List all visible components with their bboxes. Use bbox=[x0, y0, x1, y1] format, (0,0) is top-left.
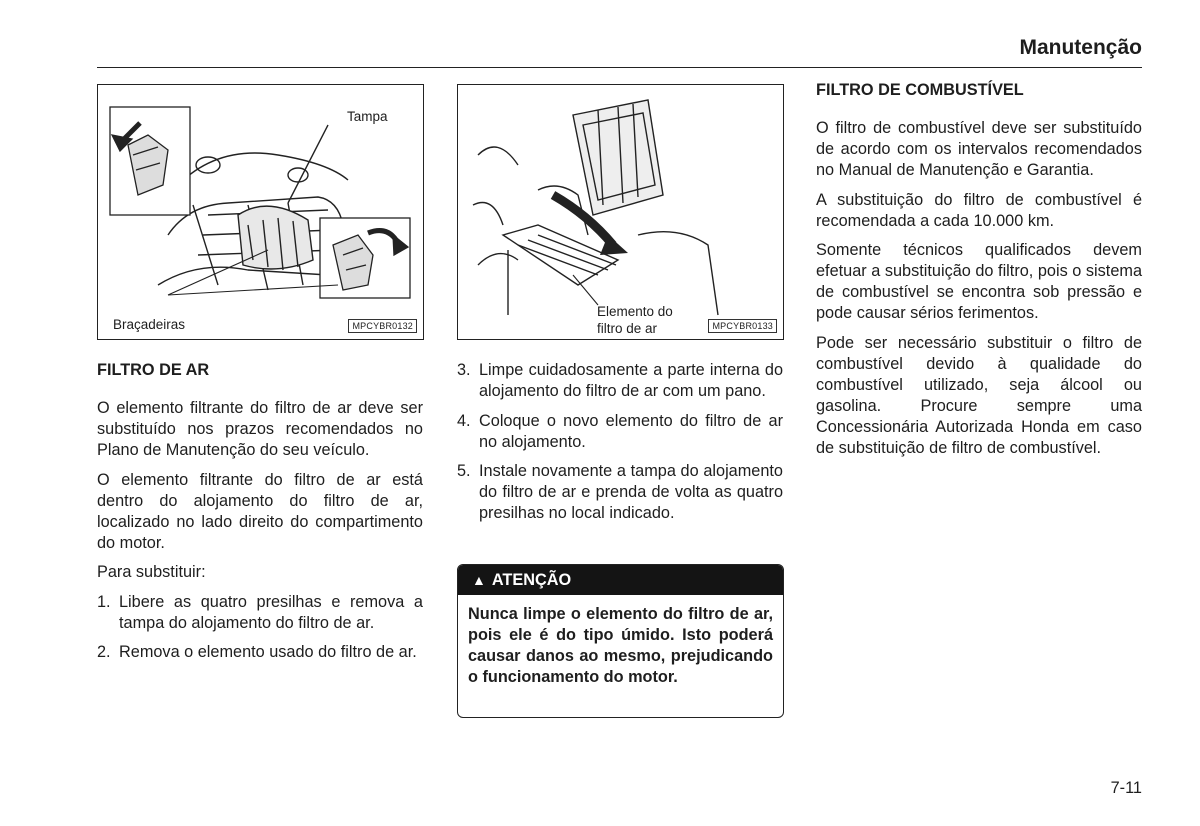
right-paragraph-1: O filtro de combustível deve ser substituído de acordo com os intervalos recomendados no Manual de Manutenção e Garantia. bbox=[816, 119, 1142, 179]
step-number: 5. bbox=[457, 462, 471, 480]
page-number: 7-11 bbox=[1110, 779, 1142, 797]
left-paragraph-1: O elemento filtrante do filtro de ar deve ser substituído nos prazos recomendados no Plano de Manutenção do seu veículo. bbox=[97, 399, 423, 459]
left-paragraph-3: Para substituir: bbox=[97, 563, 206, 581]
step-text: Instale novamente a tampa do alojamento do filtro de ar e prenda de volta as quatro presilhas no local indicado. bbox=[479, 462, 783, 522]
right-paragraph-2: A substituição do filtro de combustível é recomendada a cada 10.000 km. bbox=[816, 190, 1142, 230]
list-item bbox=[97, 642, 423, 663]
step-number: 1. bbox=[97, 592, 111, 611]
right-column bbox=[816, 80, 1142, 467]
left-steps-list bbox=[97, 592, 423, 664]
warning-body: Nunca limpe o elemento do filtro de ar, pois ele é do tipo úmido. Isto poderá causar danos ao mesmo, prejudicando o funcionamento do motor. bbox=[468, 605, 773, 686]
figure1-code: MPCYBR0132 bbox=[348, 319, 417, 333]
header-rule bbox=[97, 67, 1142, 68]
figure-air-filter-element bbox=[457, 84, 784, 340]
list-item bbox=[457, 461, 783, 524]
step-text: Libere as quatro presilhas e remova a tampa do alojamento do filtro de ar. bbox=[119, 592, 423, 632]
left-column bbox=[97, 360, 423, 672]
right-paragraph-3: Somente técnicos qualificados devem efetuar a substituição do filtro, pois o sistema de combustível se encontra sob pressão e pode causar sérios ferimentos. bbox=[816, 241, 1142, 322]
figure2-label-line1: Elemento do bbox=[597, 304, 673, 319]
figure-air-filter-cover bbox=[97, 84, 424, 340]
filter-element-illustration bbox=[458, 85, 783, 339]
warning-box bbox=[457, 564, 784, 718]
step-text: Remova o elemento usado do filtro de ar. bbox=[119, 643, 417, 661]
step-text: Coloque o novo elemento do filtro de ar no alojamento. bbox=[479, 411, 783, 451]
figure2-label-line2: filtro de ar bbox=[597, 321, 658, 336]
section-heading-filtro-de-combustivel: FILTRO DE COMBUSTÍVEL bbox=[816, 81, 1024, 99]
step-number: 2. bbox=[97, 643, 111, 661]
list-item bbox=[457, 411, 783, 453]
step-number: 3. bbox=[457, 361, 471, 379]
left-paragraph-2: O elemento filtrante do filtro de ar está dentro do alojamento do filtro de ar, localizado no lado direito do compartimento do motor. bbox=[97, 470, 423, 552]
figure1-label-bracadeiras: Braçadeiras bbox=[113, 317, 186, 332]
warning-header bbox=[458, 565, 783, 595]
step-text: Limpe cuidadosamente a parte interna do alojamento do filtro de ar com um pano. bbox=[479, 361, 783, 400]
middle-column bbox=[457, 360, 783, 533]
page-header-title: Manutenção bbox=[1019, 36, 1142, 59]
warning-triangle-icon: ▲ bbox=[472, 572, 486, 588]
middle-steps-list bbox=[457, 360, 783, 524]
list-item bbox=[457, 360, 783, 402]
right-paragraph-4: Pode ser necessário substituir o filtro de combustível devido à qualidade do combustível utilizado, seja álcool ou gasolina. Procure sempre uma Concessionária Autorizada Honda em caso de substituição de filtro de combustível. bbox=[816, 333, 1142, 457]
figure1-label-tampa: Tampa bbox=[347, 109, 388, 124]
list-item bbox=[97, 592, 423, 634]
figure2-code: MPCYBR0133 bbox=[708, 319, 777, 333]
warning-title: ATENÇÃO bbox=[491, 571, 572, 589]
step-number: 4. bbox=[457, 411, 471, 430]
section-heading-filtro-de-ar: FILTRO DE AR bbox=[97, 361, 210, 379]
